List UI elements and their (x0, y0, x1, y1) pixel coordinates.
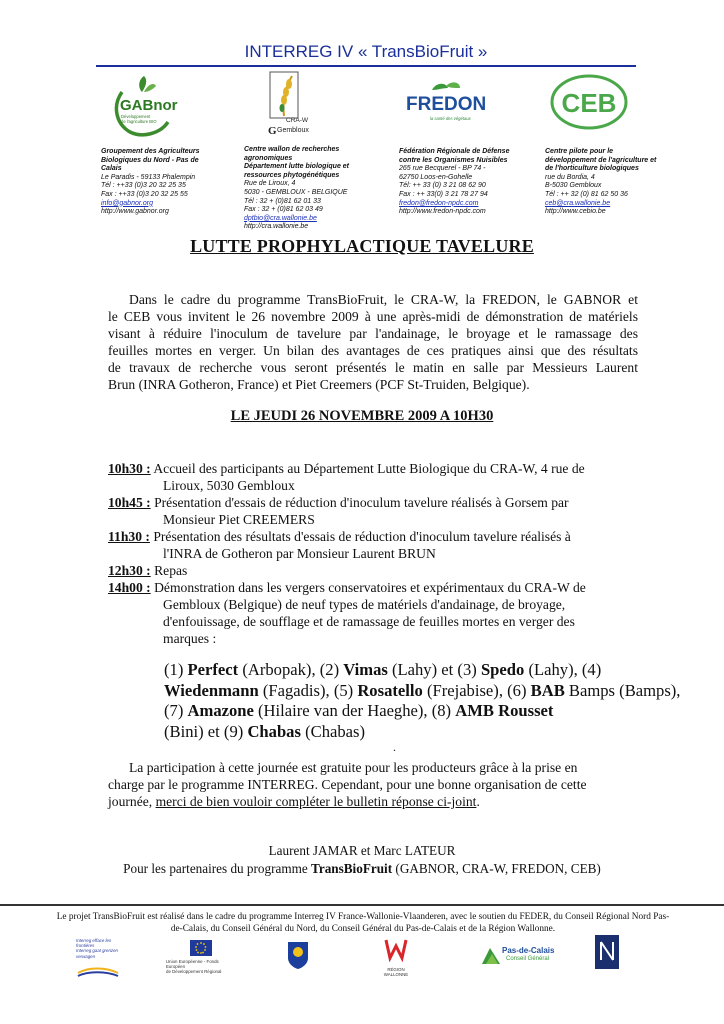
pdc-title: Pas-de-Calais (502, 946, 555, 955)
schedule (108, 460, 638, 647)
partner-name-line: Biologiques du Nord - Pas de (101, 156, 199, 164)
machine-number: (2) (319, 660, 340, 679)
partner-phone: Tél : 32 + (0)81 62 01 33 (244, 197, 321, 205)
machine-number: (3) (457, 660, 477, 679)
document-title: LUTTE PROPHYLACTIQUE TAVELURE (190, 236, 534, 256)
interreg-caption: Interreg efface les frontières (76, 938, 112, 949)
schedule-time: 12h30 : (108, 563, 151, 578)
partner-name-line: agronomiques (244, 154, 293, 162)
intro-line: feuilles mortes en verger. Un bilan des avantages de ces pratiques ainsi que des résultats (108, 343, 638, 358)
closing-line: charge par le programme INTERREG. Cependant, pour une bonne organisation de cette (108, 777, 587, 792)
machine-name: BAB (530, 680, 565, 700)
partner-phone: Tél: ++ 33 (0) 3 21 08 62 90 (399, 182, 486, 190)
reply-form-request: merci de bien vouloir compléter le bulletin réponse ci-joint (155, 794, 477, 809)
conseil-general-nord-logo (286, 940, 310, 970)
partner-address-line: B-5030 Gembloux (545, 182, 602, 190)
eu-feder-logo: Union Européenne - Fonds Européen de Développement Régional (166, 940, 236, 976)
closing-paragraph: La participation à cette journée est gratuite pour les producteurs grâce à la prise en charge par le programme INTERREG. Cependant, pour une bonne organisation de cette journée, merci de bien vouloir compléter le bulletin réponse ci-joint. (108, 759, 638, 810)
partner-fredon (399, 148, 539, 217)
machine-number: (1) (164, 660, 184, 679)
wallonie-caption: RÉGION WALLONNE (383, 967, 409, 978)
interreg-logo: Interreg efface les frontières Interreg gaat grenzen verwagen (76, 938, 126, 974)
footer-line: Le projet TransBioFruit est réalisé dans le cadre du programme Interreg IV France-Wallonie-Vlaanderen, avec le soutien du FEDER, du Conseil Régional Nord Pas- (56, 912, 670, 922)
schedule-text: Présentation des résultats d'essais de réduction d'inoculum tavelure réalisés à (153, 529, 571, 544)
machine-maker: (Arbopak), (242, 660, 316, 679)
schedule-item (108, 579, 638, 647)
pas-de-calais-logo (480, 944, 555, 972)
schedule-text: l'INRA de Gotheron par Monsieur Laurent BRUN (163, 546, 436, 561)
footer-divider (0, 904, 724, 906)
machine-name: Perfect (187, 660, 239, 679)
partner-address-line: Rue de Liroux, 4 (244, 180, 296, 188)
partner-address-line: 5030 - GEMBLOUX - BELGIQUE (244, 188, 348, 196)
signature-names: Laurent JAMAR et Marc LATEUR (268, 843, 456, 858)
intro-line: visant à réduire l'inoculum de tavelure par l'andainage, le broyage et le ramassage des (108, 326, 638, 341)
partner-fax: Fax : 32 + (0)81 62 03 49 (244, 206, 323, 214)
craw-logo (268, 70, 314, 138)
machine-maker: (Frejabise), (426, 680, 503, 700)
machine-name: AMB Rousset (455, 701, 554, 720)
schedule-item (108, 562, 638, 579)
schedule-item (108, 494, 638, 528)
schedule-item (108, 528, 638, 562)
machine-name: Amazone (187, 701, 254, 720)
intro-line: Brun (INRA Gotheron, France) et Piet Creemers (PCF St-Truiden, Belgique). (108, 377, 530, 392)
partner-email-link[interactable]: ceb@cra.wallonie.be (545, 199, 611, 207)
footer-line: de-Calais, du Conseil Général du Nord, du Conseil Général du Pas-de-Calais et de la Région Wallonne. (170, 924, 556, 934)
machine-name: Vimas (343, 660, 388, 679)
pdc-subtitle: Conseil Général (506, 956, 550, 962)
ceb-logo-text: CEB (561, 88, 617, 118)
partner-email-link[interactable]: info@gabnor.org (101, 199, 153, 207)
partner-name-line: Centre pilote pour le (545, 148, 614, 155)
schedule-text: d'enfouissage, de soufflage et de ramassage de feuilles mortes en verger des (163, 614, 575, 629)
fredon-logo (402, 80, 488, 124)
schedule-text: Gembloux (Belgique) de neuf types de matériels d'andainage, de broyage, (163, 597, 566, 612)
program-name: TransBioFruit (311, 861, 393, 876)
partner-name-line: de l'horticulture biologiques (545, 165, 639, 173)
svg-text:G: G (268, 125, 277, 137)
machine-name: Wiedenmann (164, 680, 259, 700)
partner-name-line: développement de l'agriculture et (545, 156, 657, 164)
schedule-time: 11h30 : (108, 529, 150, 544)
schedule-item (108, 460, 638, 494)
machine-maker: (Lahy), (528, 660, 578, 679)
ceb-logo (549, 74, 629, 130)
partner-phone: Tél : ++ 32 (0) 81 62 50 36 (545, 190, 628, 198)
partner-ceb (545, 148, 685, 217)
gabnor-logo-text: GABnor (120, 97, 178, 114)
machine-number: (6) (507, 680, 527, 700)
header-divider (96, 65, 636, 67)
intro-paragraph (108, 291, 638, 393)
machine-maker: (Bini) et (164, 721, 220, 741)
partner-gabnor (101, 148, 241, 217)
partner-address-line: 265 rue Becquerel - BP 74 - (399, 165, 486, 173)
machine-maker: (Hilaire van der Haeghe), (258, 701, 428, 720)
schedule-text: Démonstration dans les vergers conservatoires et expérimentaux du CRA-W de (154, 580, 586, 595)
schedule-text: marques : (163, 631, 217, 646)
partner-email-link[interactable]: dptbio@cra.wallonie.be (244, 214, 317, 222)
event-date-heading: LE JEUDI 26 NOVEMBRE 2009 A 10H30 (230, 408, 494, 424)
schedule-time: 10h30 : (108, 461, 151, 476)
schedule-text: Présentation d'essais de réduction d'inoculum tavelure réalisés à Gorsem par (154, 495, 569, 510)
stray-dot: . (393, 740, 396, 754)
machine-number: (8) (431, 701, 452, 720)
region-wallonne-logo (378, 938, 414, 978)
partner-address-line: rue du Bordia, 4 (545, 173, 595, 181)
intro-line: Dans le cadre du programme TransBioFruit, le CRA-W, la FREDON, le GABNOR et (129, 292, 638, 307)
partner-name-line: contre les Organismes Nuisibles (399, 156, 508, 164)
machine-number: (4) (581, 660, 602, 679)
partner-name-line: ressources phytogénétiques (244, 171, 340, 179)
partner-address-line: 62750 Loos-en-Gohelle (399, 173, 473, 181)
schedule-text: Liroux, 5030 Gembloux (163, 478, 295, 493)
closing-line: journée, (108, 794, 156, 809)
schedule-time: 14h00 : (108, 580, 151, 595)
craw-logo-text: CRA-W (286, 117, 309, 124)
partner-fax: Fax : ++ 33(0) 3 21 78 27 94 (399, 190, 488, 198)
closing-line: La participation à cette journée est gratuite pour les producteurs grâce à la prise en (129, 760, 578, 775)
partner-fax: Fax : ++33 (0)3 20 32 25 55 (101, 190, 188, 198)
partner-email-link[interactable]: fredon@fredon-npdc.com (399, 199, 479, 207)
machine-number: (5) (333, 680, 354, 700)
partner-website[interactable]: http://www.fredon-npdc.com (399, 208, 486, 216)
machine-maker: Bamps (Bamps), (568, 680, 681, 700)
fredon-logo-sub: la santé des végétaux (430, 116, 471, 121)
partner-website[interactable]: http://www.gabnor.org (101, 208, 169, 216)
machine-number: (9) (223, 721, 244, 741)
schedule-text: Accueil des participants au Département Lutte Biologique du CRA-W, 4 rue de (153, 461, 585, 476)
schedule-time: 10h45 : (108, 495, 151, 510)
partner-craw (244, 146, 394, 232)
machine-list (164, 660, 681, 742)
machine-name: Spedo (480, 660, 525, 679)
conseil-general-pdc-logo (594, 934, 620, 972)
partner-name-line: Département lutte biologique et (244, 163, 350, 171)
eu-caption: Union Européenne - Fonds Européen (166, 959, 219, 970)
gabnor-logo (108, 72, 180, 138)
partner-website[interactable]: http://cra.wallonie.be (244, 223, 309, 231)
partner-website[interactable]: http://www.cebio.be (545, 208, 606, 216)
machine-maker: (Fagadis), (262, 680, 330, 700)
intro-line: le CEB vous invitent le 26 novembre 2009 à une après-midi de démonstration de matériels (108, 309, 638, 324)
footer-funding-note (18, 911, 708, 935)
partner-address-line: Le Paradis - 59133 Phalempin (101, 173, 196, 181)
fredon-logo-text: FREDON (406, 94, 487, 115)
partner-name-line: Centre wallon de recherches (244, 146, 340, 153)
machine-maker: (Chabas) (305, 721, 365, 741)
craw-logo-sub: Gembloux (277, 127, 309, 134)
svg-text:de l'agriculture BIO: de l'agriculture BIO (121, 119, 157, 124)
partner-name-line: Fédération Régionale de Défense (399, 148, 510, 155)
intro-line: de travaux de recherche vous seront présentés le matin en salle par Messieurs Laurent (108, 360, 638, 375)
program-title: INTERREG IV « TransBioFruit » (244, 42, 488, 61)
schedule-text: Repas (154, 563, 188, 578)
signature-partners: Pour les partenaires du programme TransBioFruit (GABNOR, CRA-W, FREDON, CEB) (123, 861, 601, 876)
svg-text:Développement: Développement (121, 114, 151, 119)
machine-name: Chabas (247, 721, 301, 741)
partner-name-line: Groupement des Agriculteurs (101, 148, 200, 155)
schedule-text: Monsieur Piet CREEMERS (163, 512, 315, 527)
partner-name-line: Calais (101, 165, 122, 173)
machine-number: (7) (164, 701, 184, 720)
partner-phone: Tél : ++33 (0)3 20 32 25 35 (101, 182, 186, 190)
machine-maker: (Lahy) et (391, 660, 454, 679)
machine-name: Rosatello (357, 680, 423, 700)
